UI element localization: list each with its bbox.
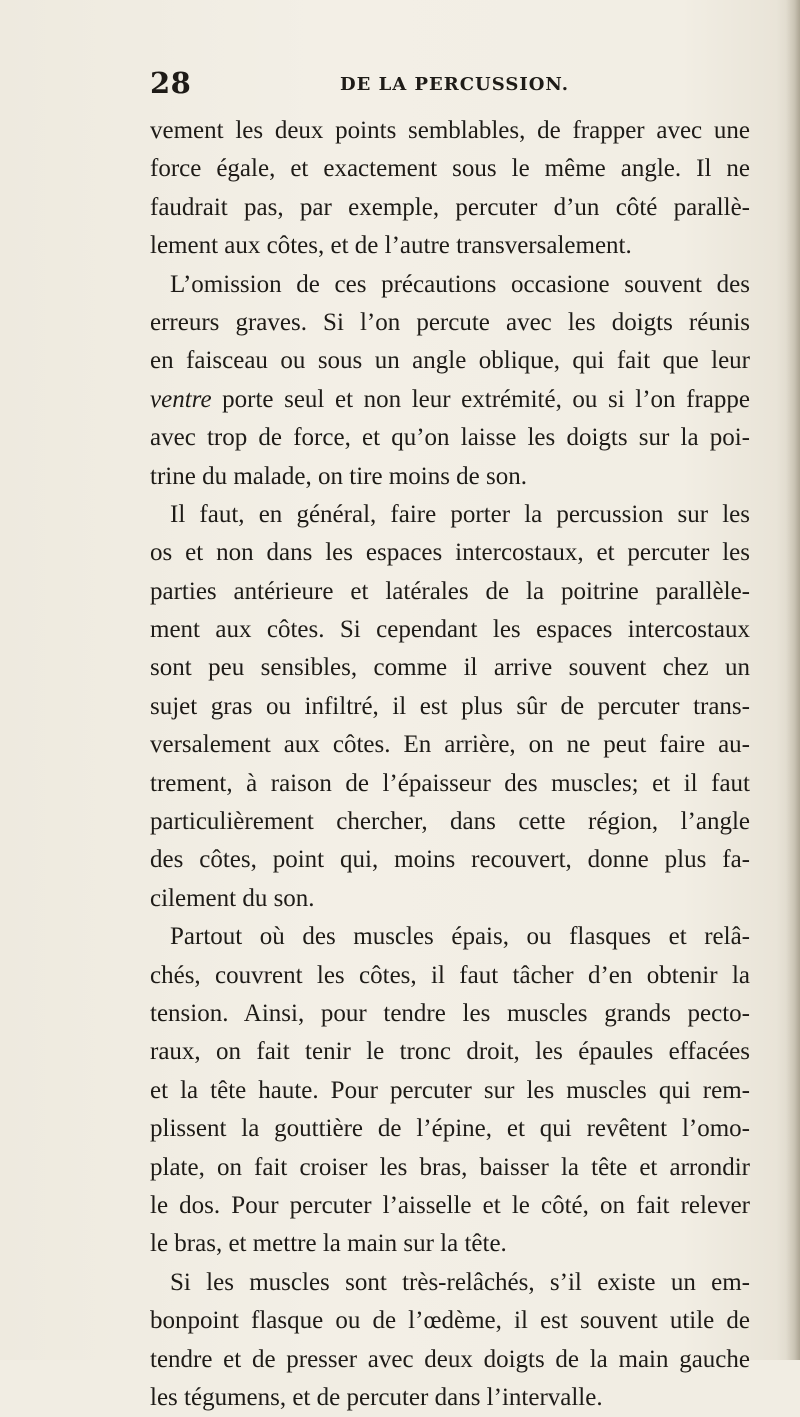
text-line: tendre et de presser avec deux doigts de la main gauche bbox=[150, 1345, 750, 1373]
text-line: Partout où des muscles épais, ou flasques et relâ- bbox=[170, 923, 750, 951]
text-line: vement les deux points semblables, de frapper avec une bbox=[150, 117, 750, 144]
text-line: versalement aux côtes. En arrière, on ne peut faire au- bbox=[150, 731, 750, 759]
page-number: 28 bbox=[150, 66, 192, 100]
text-line: les tégumens, et de percuter dans l’intervalle. bbox=[150, 1383, 603, 1411]
text-line: Si les muscles sont très-relâchés, s’il existe un em- bbox=[170, 1268, 750, 1296]
text-line: chés, couvrent les côtes, il faut tâcher d’en obtenir la bbox=[150, 961, 750, 989]
text-line: et la tête haute. Pour percuter sur les muscles qui rem- bbox=[150, 1076, 750, 1104]
text-line-rest: porte seul et non leur extrémité, ou si l’on frappe bbox=[211, 385, 750, 413]
text-line: plate, on fait croiser les bras, baisser la tête et arrondir bbox=[150, 1153, 750, 1181]
text-line: sont peu sensibles, comme il arrive souvent chez un bbox=[150, 654, 750, 682]
text-line: sujet gras ou infiltré, il est plus sûr de percuter trans- bbox=[150, 692, 750, 720]
text-line: en faisceau ou sous un angle oblique, qui fait que leur bbox=[150, 347, 750, 375]
text-line: le dos. Pour percuter l’aisselle et le côté, on fait relever bbox=[150, 1191, 750, 1219]
text-line: erreurs graves. Si l’on percute avec les doigts réunis bbox=[150, 308, 750, 336]
text-line: tension. Ainsi, pour tendre les muscles grands pecto- bbox=[150, 999, 750, 1027]
text-line: raux, on fait tenir le tronc droit, les épaules effacées bbox=[150, 1038, 750, 1066]
page-edge-shadow bbox=[786, 0, 800, 1360]
text-line: bonpoint flasque ou de l’œdème, il est souvent utile de bbox=[150, 1307, 750, 1335]
text-line: L’omission de ces précautions occasione souvent des bbox=[170, 270, 750, 298]
text-line: particulièrement chercher, dans cette région, l’angle bbox=[150, 808, 750, 836]
text-line: avec trop de force, et qu’on laisse les doigts sur la poi- bbox=[150, 424, 750, 452]
page-header bbox=[150, 66, 750, 106]
text-line: parties antérieure et latérales de la poitrine parallèle- bbox=[150, 577, 750, 605]
text-line: ment aux côtes. Si cependant les espaces intercostaux bbox=[150, 616, 750, 644]
text-line: trement, à raison de l’épaisseur des muscles; et il faut bbox=[150, 769, 750, 797]
running-title: DE LA PERCUSSION. bbox=[340, 74, 569, 95]
text-line: des côtes, point qui, moins recouvert, donne plus fa- bbox=[150, 846, 750, 874]
text-line: lement aux côtes, et de l’autre transversalement. bbox=[150, 232, 632, 260]
emphasized-word: ventre bbox=[150, 385, 212, 413]
text-line: Il faut, en général, faire porter la percussion sur les bbox=[170, 500, 750, 528]
text-line: plissent la gouttière de l’épine, et qui revêtent l’omo- bbox=[150, 1115, 750, 1143]
text-line: trine du malade, on tire moins de son. bbox=[150, 462, 528, 490]
text-line: faudrait pas, par exemple, percuter d’un côté parallè- bbox=[150, 193, 750, 221]
text-line: le bras, et mettre la main sur la tête. bbox=[150, 1230, 507, 1258]
text-line bbox=[150, 381, 750, 419]
text-line: force égale, et exactement sous le même angle. Il ne bbox=[150, 155, 750, 183]
body-text bbox=[150, 112, 750, 1417]
text-line: cilement du son. bbox=[150, 884, 315, 912]
text-line: os et non dans les espaces intercostaux, et percuter les bbox=[150, 539, 750, 567]
